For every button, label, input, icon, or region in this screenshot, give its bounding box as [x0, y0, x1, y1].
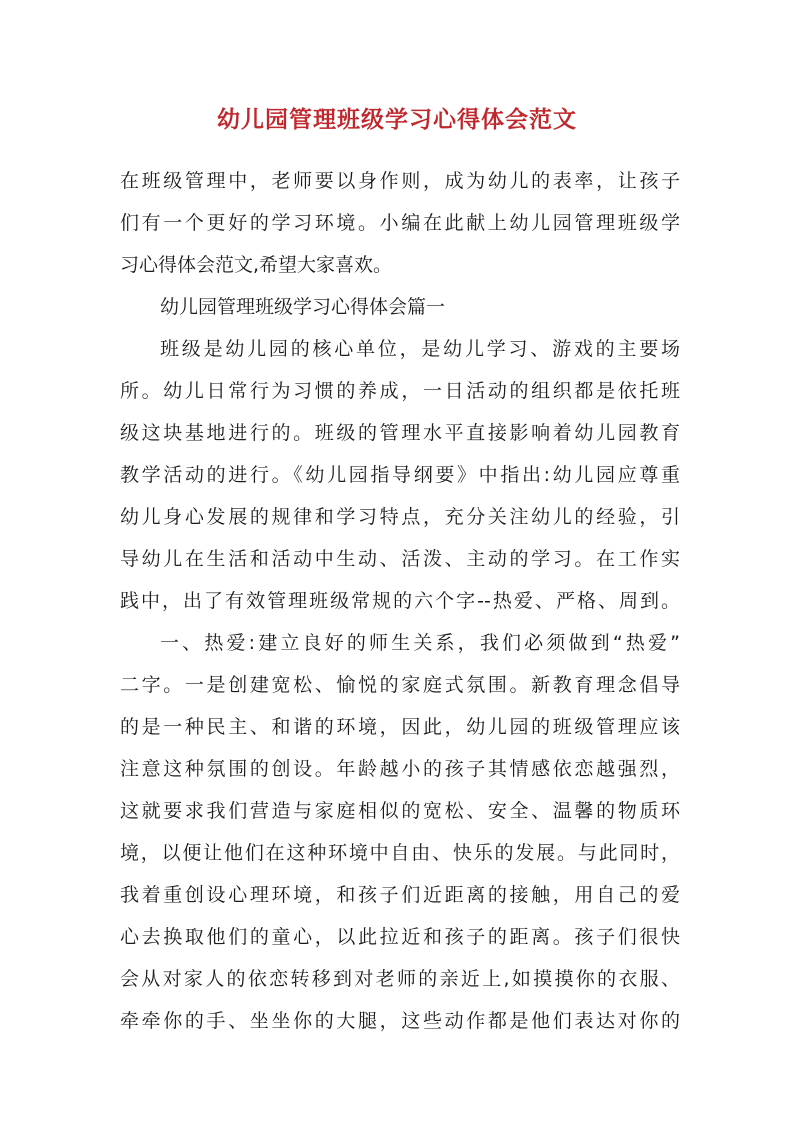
text-line: 在班级管理中，老师要以身作则，成为幼儿的表率，让孩子: [120, 170, 680, 192]
text-line: 牵牵你的手、坐坐你的大腿，这些动作都是他们表达对你的: [120, 1010, 680, 1032]
text-line: 一、热爱:建立良好的师生关系，我们必须做到“热爱”: [160, 632, 680, 654]
text-line: 导幼儿在生活和活动中生动、活泼、主动的学习。在工作实: [120, 548, 680, 570]
text-line: 二字。一是创建宽松、愉悦的家庭式氛围。新教育理念倡导: [120, 674, 680, 696]
document-body: [120, 160, 680, 1042]
text-line: 幼儿身心发展的规律和学习特点，充分关注幼儿的经验，引: [120, 506, 680, 528]
text-line: 我着重创设心理环境，和孩子们近距离的接触，用自己的爱: [120, 884, 680, 906]
document-title: 幼儿园管理班级学习心得体会范文: [217, 106, 577, 133]
text-line: 心去换取他们的童心，以此拉近和孩子的距离。孩子们很快: [120, 926, 680, 948]
text-line: 境，以便让他们在这种环境中自由、快乐的发展。与此同时，: [120, 842, 680, 864]
text-line: 教学活动的进行。《幼儿园指导纲要》中指出:幼儿园应尊重: [120, 464, 680, 486]
text-line: 级这块基地进行的。班级的管理水平直接影响着幼儿园教育: [120, 422, 680, 444]
text-line: 注意这种氛围的创设。年龄越小的孩子其情感依恋越强烈，: [120, 758, 680, 780]
text-line: 班级是幼儿园的核心单位，是幼儿学习、游戏的主要场: [160, 338, 680, 360]
text-line: 践中，出了有效管理班级常规的六个字--热爱、严格、周到。: [120, 590, 680, 612]
text-line: 会从对家人的依恋转移到对老师的亲近上,如摸摸你的衣服、: [120, 968, 680, 990]
text-line: 们有一个更好的学习环境。小编在此献上幼儿园管理班级学: [120, 212, 680, 234]
section-heading: 幼儿园管理班级学习心得体会篇一: [160, 296, 446, 318]
text-line: 习心得体会范文,希望大家喜欢。: [120, 254, 393, 276]
text-line: 的是一种民主、和谐的环境，因此，幼儿园的班级管理应该: [120, 716, 680, 738]
text-line: 这就要求我们营造与家庭相似的宽松、安全、温馨的物质环: [120, 800, 680, 822]
text-line: 所。幼儿日常行为习惯的养成，一日活动的组织都是依托班: [120, 380, 680, 402]
